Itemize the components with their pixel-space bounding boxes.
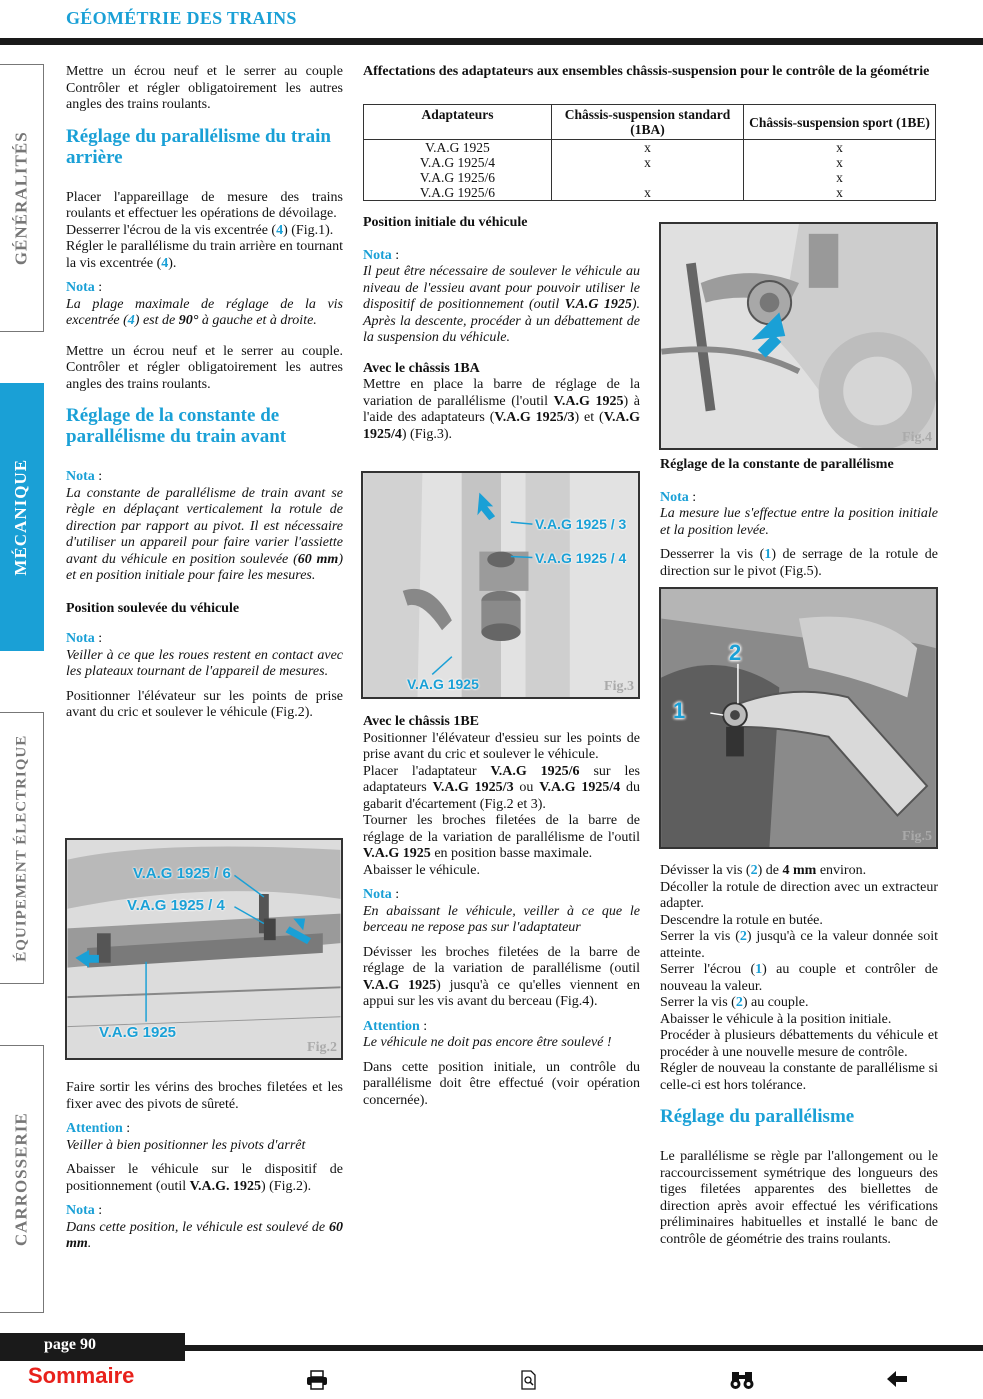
column-3-bottom <box>660 863 938 1256</box>
attention-text: Veiller à bien positionner les pivots d'arrêt <box>66 1137 306 1153</box>
adapter-table <box>363 104 936 201</box>
table-cell: x <box>552 155 744 170</box>
section-heading: Réglage du parallélisme <box>660 1106 855 1127</box>
paragraph: Dévisser les broches filetées de la barre de réglage de la variation de parallélisme (outil V.A.G 1925) jusqu'à ce qu'elles viennent en appui sur les vis avant du berceau (Fig.4). <box>363 944 641 1009</box>
figure-2 <box>65 838 343 1060</box>
tab-label: GÉNÉRALITÉS <box>11 131 31 265</box>
paragraph: Placer l'appareillage de mesure des trains roulants et effectuer les opérations de dévoilage. <box>66 189 343 221</box>
back-arrow-icon[interactable] <box>886 1370 908 1391</box>
section-heading: Réglage de la constante de parallélisme du train avant <box>66 405 287 447</box>
tab-carrosserie[interactable] <box>0 1045 44 1313</box>
paragraph: Desserrer l'écrou de la vis excentrée (4) (Fig.1). <box>66 222 334 238</box>
nota-label: Nota : <box>363 887 400 902</box>
nota-text: Dans cette position, le véhicule est soulevé de 60 mm. <box>66 1219 343 1251</box>
figure-3 <box>361 471 640 699</box>
page-number: page 90 <box>0 1333 185 1361</box>
tab-label: MÉCANIQUE <box>11 458 31 576</box>
column-2-bottom <box>363 714 640 1117</box>
paragraph: Décoller la rotule de direction avec un extracteur adapter. <box>660 879 938 911</box>
fig3-callout-1: V.A.G 1925 / 3 <box>535 516 627 532</box>
paragraph: Faire sortir les vérins des broches filetées et les fixer avec des pivots de sûreté. <box>66 1080 343 1112</box>
table-cell <box>552 170 744 185</box>
figure-5 <box>659 587 938 849</box>
table-header: Châssis-suspension sport (1BE) <box>744 105 936 140</box>
table-cell: V.A.G 1925 <box>364 140 552 156</box>
nota-label: Nota : <box>66 631 103 646</box>
paragraph: Abaisser le véhicule. <box>363 862 481 878</box>
table-cell: x <box>744 140 936 156</box>
table-cell: x <box>552 140 744 156</box>
nota-text: La constante de parallélisme de train avant se règle en déplaçant verticalement la rotule de direction par rapport au pivot. Il est nécessaire d'utiliser un appareil pour faire varier l'assiette avant du véhicule en position soulevée (60 mm) et en position initiale pour faire les mesures. <box>66 485 343 583</box>
nota-label: Nota : <box>66 280 103 295</box>
table-row <box>364 170 936 185</box>
tab-label: CARROSSERIE <box>11 1112 31 1246</box>
figure-4 <box>659 222 938 450</box>
table-cell: V.A.G 1925/6 <box>364 170 552 185</box>
attention-label: Attention : <box>66 1121 131 1136</box>
table-title: Affectations des adaptateurs aux ensembles châssis-suspension pour le contrôle de la géométrie <box>363 64 930 79</box>
paragraph: Serrer l'écrou (1) au couple et contrôler de nouveau la valeur. <box>660 962 938 994</box>
subheading: Avec le châssis 1BA <box>363 360 480 376</box>
figure-label: Fig.5 <box>902 828 932 844</box>
paragraph: Abaisser le véhicule sur le dispositif de positionnement (outil V.A.G. 1925) (Fig.2). <box>66 1162 343 1194</box>
fig2-callout-3: V.A.G 1925 <box>99 1024 176 1041</box>
printer-icon[interactable] <box>306 1370 328 1393</box>
tab-equipement-electrique[interactable] <box>0 712 44 984</box>
binoculars-icon[interactable] <box>730 1370 754 1393</box>
fig2-callout-1: V.A.G 1925 / 6 <box>133 865 231 882</box>
nota-text: La plage maximale de réglage de la vis excentrée (4) est de 90° à gauche et à droite. <box>66 296 343 328</box>
paragraph: Placer l'adaptateur V.A.G 1925/6 sur les adaptateurs V.A.G 1925/3 ou V.A.G 1925/4 du gabarit d'écartement (Fig.2 et 3). <box>363 763 641 812</box>
sommaire-link[interactable]: Sommaire <box>28 1363 135 1388</box>
nota-label: Nota : <box>66 1203 103 1218</box>
paragraph: Tourner les broches filetées de la barre de réglage de la variation de parallélisme de l'outil V.A.G 1925 en position basse maximale. <box>363 813 640 861</box>
section-heading: Réglage du parallélisme du train arrière <box>66 125 331 168</box>
figure-caption: Réglage de la constante de parallélisme <box>660 457 894 472</box>
fig3-callout-3: V.A.G 1925 <box>407 676 479 692</box>
nota-text: La mesure lue s'effectue entre la position initiale et la position levée. <box>660 506 938 538</box>
paragraph: Le parallélisme se règle par l'allongement ou le raccourcissement symétrique des longueurs des tiges filetées apparentes des biellettes de direction après avoir effectué les vérifications préliminaires habituelles et installé le banc de contrôle de géométrie des trains roulants. <box>660 1149 938 1247</box>
tab-mecanique[interactable] <box>0 383 44 651</box>
nota-text: En abaissant le véhicule, veiller à ce que le berceau ne repose pas sur l'adaptateur <box>363 903 640 935</box>
nota-text: Veiller à ce que les roues restent en contact avec les plateaux tournant de l'appareil de mesures. <box>66 647 343 679</box>
tab-label: ÉQUIPEMENT ÉLECTRIQUE <box>13 734 30 962</box>
paragraph: Dans cette position initiale, un contrôle du parallélisme doit être effectué (voir opération concernée). <box>363 1059 640 1108</box>
table-row <box>364 185 936 201</box>
table-cell: x <box>552 185 744 201</box>
callout-number-1: 1 <box>673 698 686 723</box>
table-header: Châssis-suspension standard (1BA) <box>552 105 744 140</box>
table-cell: x <box>744 170 936 185</box>
paragraph: Mettre en place la barre de réglage de la variation de parallélisme (l'outil V.A.G 1925) à l'aide des adaptateurs (V.A.G 1925/3) et (V.A.G 1925/4) (Fig.3). <box>363 377 640 442</box>
nota-label: Nota : <box>66 469 103 484</box>
nota-text: Il peut être nécessaire de soulever le véhicule au niveau de l'essieu avant pour pouvoir utiliser le dispositif de positionnement (outil V.A.G 1925). Après la descente, procéder à un débattement de la suspension du véhicule. <box>363 264 640 345</box>
paragraph: Serrer la vis (2) au couple. <box>660 995 809 1010</box>
table-header: Adaptateurs <box>364 105 552 140</box>
table-cell: V.A.G 1925/4 <box>364 155 552 170</box>
column-3 <box>660 457 938 588</box>
paragraph: Régler de nouveau la constante de parallélisme si celle-ci est hors tolérance. <box>660 1061 938 1093</box>
attention-label: Attention : <box>363 1018 428 1034</box>
column-1-bottom <box>66 1080 343 1261</box>
subheading: Position initiale du véhicule <box>363 215 528 230</box>
figure-label: Fig.2 <box>307 1039 337 1055</box>
fig4-illustration <box>661 224 936 448</box>
paragraph: Procéder à plusieurs débattements du véhicule et procéder à une nouvelle mesure de contrôle. <box>660 1028 938 1060</box>
table-row <box>364 155 936 170</box>
column-2 <box>363 215 640 451</box>
paragraph: Descendre la rotule en butée. <box>660 912 823 928</box>
paragraph: Régler le parallélisme du train arrière en tournant la vis excentrée (4). <box>66 239 343 271</box>
table-cell: x <box>744 155 936 170</box>
fig3-callout-2: V.A.G 1925 / 4 <box>535 550 627 566</box>
callout-number-2: 2 <box>729 640 742 665</box>
fig3-illustration <box>363 473 638 697</box>
table-row <box>364 140 936 156</box>
figure-label: Fig.3 <box>604 678 634 694</box>
paragraph: Mettre un écrou neuf et le serrer au couple. Contrôler et régler obligatoirement les autres angles des trains roulants. <box>66 343 343 392</box>
document-search-icon[interactable] <box>520 1370 538 1393</box>
paragraph: Mettre un écrou neuf et le serrer au couple Contrôler et régler obligatoirement les autres angles des trains roulants. <box>66 64 343 112</box>
paragraph: Desserrer la vis (1) de serrage de la rotule de direction sur le pivot (Fig.5). <box>660 547 938 579</box>
fig2-callout-2: V.A.G 1925 / 4 <box>127 897 225 914</box>
tab-generalites[interactable] <box>0 64 44 332</box>
paragraph: Abaisser le véhicule à la position initiale. <box>660 1011 892 1027</box>
top-bar <box>0 38 983 45</box>
subheading: Position soulevée du véhicule <box>66 600 240 616</box>
column-1 <box>66 64 343 730</box>
subheading: Avec le châssis 1BE <box>363 714 480 729</box>
nota-label: Nota : <box>660 489 697 505</box>
nota-label: Nota : <box>363 247 400 263</box>
paragraph: Dévisser la vis (2) de 4 mm environ. <box>660 863 867 878</box>
paragraph: Serrer la vis (2) jusqu'à ce la valeur donnée soit atteinte. <box>660 929 938 961</box>
table-cell: V.A.G 1925/6 <box>364 185 552 201</box>
figure-label: Fig.4 <box>902 429 932 445</box>
table-header-row <box>364 105 936 140</box>
attention-text: Le véhicule ne doit pas encore être soulevé ! <box>363 1035 612 1050</box>
paragraph: Positionner l'élévateur sur les points de prise avant du cric et soulever le véhicule (Fig.2). <box>66 688 343 720</box>
table-cell: x <box>744 185 936 201</box>
paragraph: Positionner l'élévateur d'essieu sur les points de prise avant du cric et soulever le véhicule. <box>363 730 640 762</box>
fig5-illustration <box>661 589 936 847</box>
header-title: GÉOMÉTRIE DES TRAINS <box>66 8 297 28</box>
